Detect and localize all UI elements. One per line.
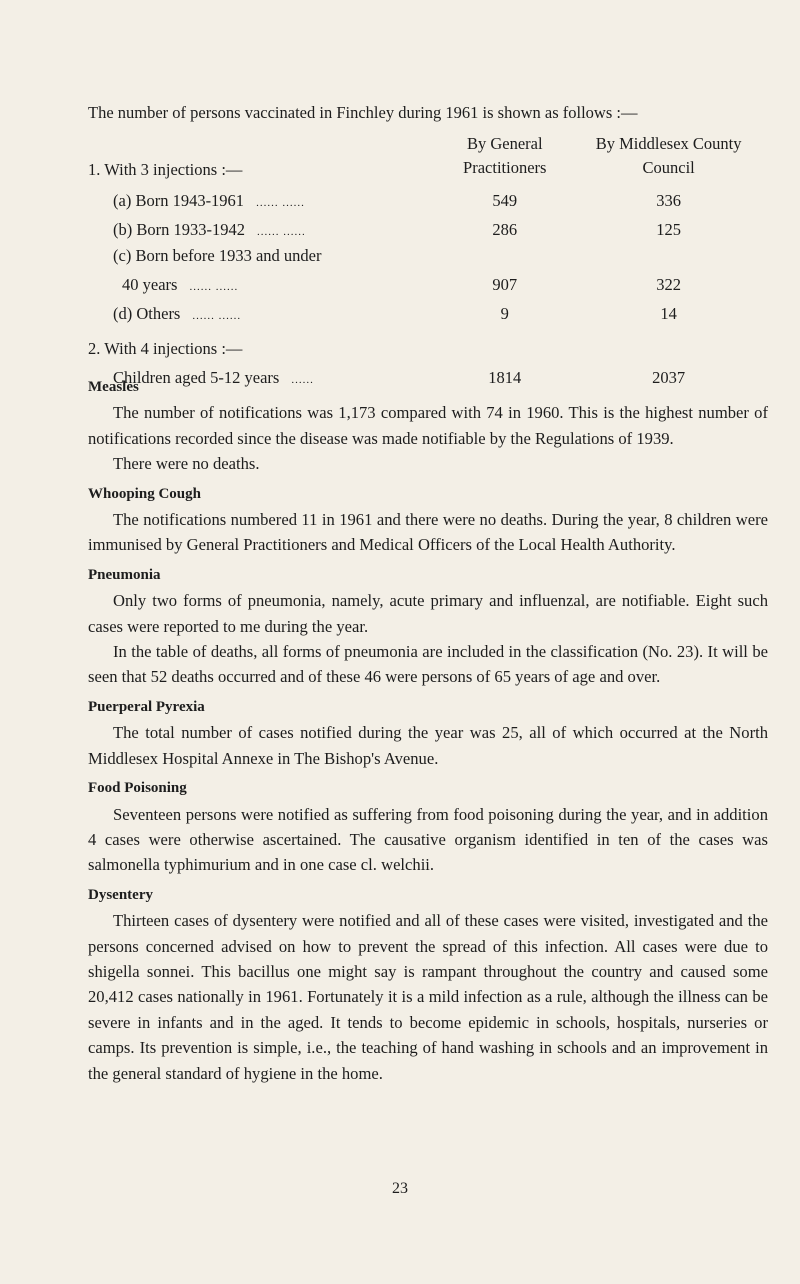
section-whooping-cough [88,482,768,558]
vaccination-table [88,132,760,388]
gp-value: 286 [492,220,518,239]
leader-dots: ...... ...... [192,310,242,322]
gp-value: 907 [492,275,518,294]
row-label: (c) Born before 1933 and under [113,246,322,265]
row-label: (a) Born 1943-1961 [113,191,245,210]
page-number: 23 [392,1180,408,1197]
gp-value: 9 [500,304,509,323]
body-text [88,370,768,1086]
section-2-label: 2. With 4 injections :— [88,339,243,358]
section-1-label: 1. With 3 injections :— [88,160,243,179]
section-heading: Pneumonia [88,566,161,583]
mcc-value: 336 [656,191,681,210]
gp-value: 1814 [488,368,522,387]
mcc-value: 322 [656,275,681,294]
intro-text: The number of persons vaccinated in Finchley during 1961 is shown as follows :— [88,103,638,122]
paragraph: The number of notifications was 1,173 compared with 74 in 1960. This is the highest number of notifications recorded since the disease was made notifiable by the Regulations of 1939. [88,403,768,448]
section-heading: Whooping Cough [88,485,201,502]
section-heading: Puerperal Pyrexia [88,698,205,715]
leader-dots: ...... ...... [189,281,239,293]
section-food-poisoning [88,776,768,878]
row-label-continued: 40 years [122,275,178,294]
leader-dots: ...... ...... [256,197,305,209]
gp-value: 549 [492,191,518,210]
section-pneumonia [88,563,768,690]
table-row [88,240,760,266]
leader-dots: ...... [291,374,314,386]
paragraph: The notifications numbered 11 in 1961 and there were no deaths. During the year, 8 children were immunised by General Practitioners and Medical Officers of the Local Health Authority. [88,510,768,555]
table-row [88,295,760,324]
paragraph: Only two forms of pneumonia, namely, acute primary and influenzal, are notifiable. Eight such cases were reported to me during the year. [88,591,768,636]
section-puerperal-pyrexia [88,695,768,771]
table-header-row [88,132,760,182]
paragraph: In the table of deaths, all forms of pneumonia are included in the classification (No. 23). It will be seen that 52 deaths occurred and of these 46 were persons of 65 years of age and over. [88,642,768,687]
paragraph: Thirteen cases of dysentery were notified and all of these cases were visited, investigated and the persons concerned advised on how to prevent the spread of this infection. All cases were due to shigella sonnei. This bacillus one might say is rampant throughout the country and caused some 20,412 cases nationally in 1961. Fortunately it is a mild infection as a rule, although the illness can be severe in infants and in the aged. It tends to become epidemic in schools, hospitals, nurseries or camps. Its prevention is simple, i.e., the teaching of hand washing in schools and an improvement in the general standard of hygiene in the home. [88,911,768,1083]
paragraph: There were no deaths. [113,454,260,474]
section-heading: Dysentery [88,886,153,903]
row-label: Children aged 5-12 years [113,368,280,387]
table-row [88,324,760,359]
mcc-value: 2037 [652,368,686,387]
section-heading: Measles [88,379,139,395]
paragraph: The total number of cases notified during the year was 25, all of which occurred at the North Middlesex Hospital Annexe in The Bishop's Avenue. [88,723,768,768]
leader-dots: ...... ...... [256,226,306,238]
section-measles [88,375,768,477]
mcc-value: 125 [656,220,681,239]
table-row [88,182,760,211]
table-row [88,266,760,295]
section-dysentery [88,883,768,1086]
row-label: (d) Others [113,304,181,323]
mcc-value: 14 [660,304,677,323]
row-label: (b) Born 1933-1942 [113,220,245,239]
section-heading: Food Poisoning [88,780,187,797]
mcc-column-header: By Middlesex County Council [595,134,742,177]
table-row [88,211,760,240]
gp-column-header: By General Practitioners [463,134,547,177]
paragraph: Seventeen persons were notified as suffering from food poisoning during the year, and in addition 4 cases were otherwise ascertained. The causative organism identified in ten of the cases was salmonella typhimurium and in one case cl. welchii. [88,804,768,875]
